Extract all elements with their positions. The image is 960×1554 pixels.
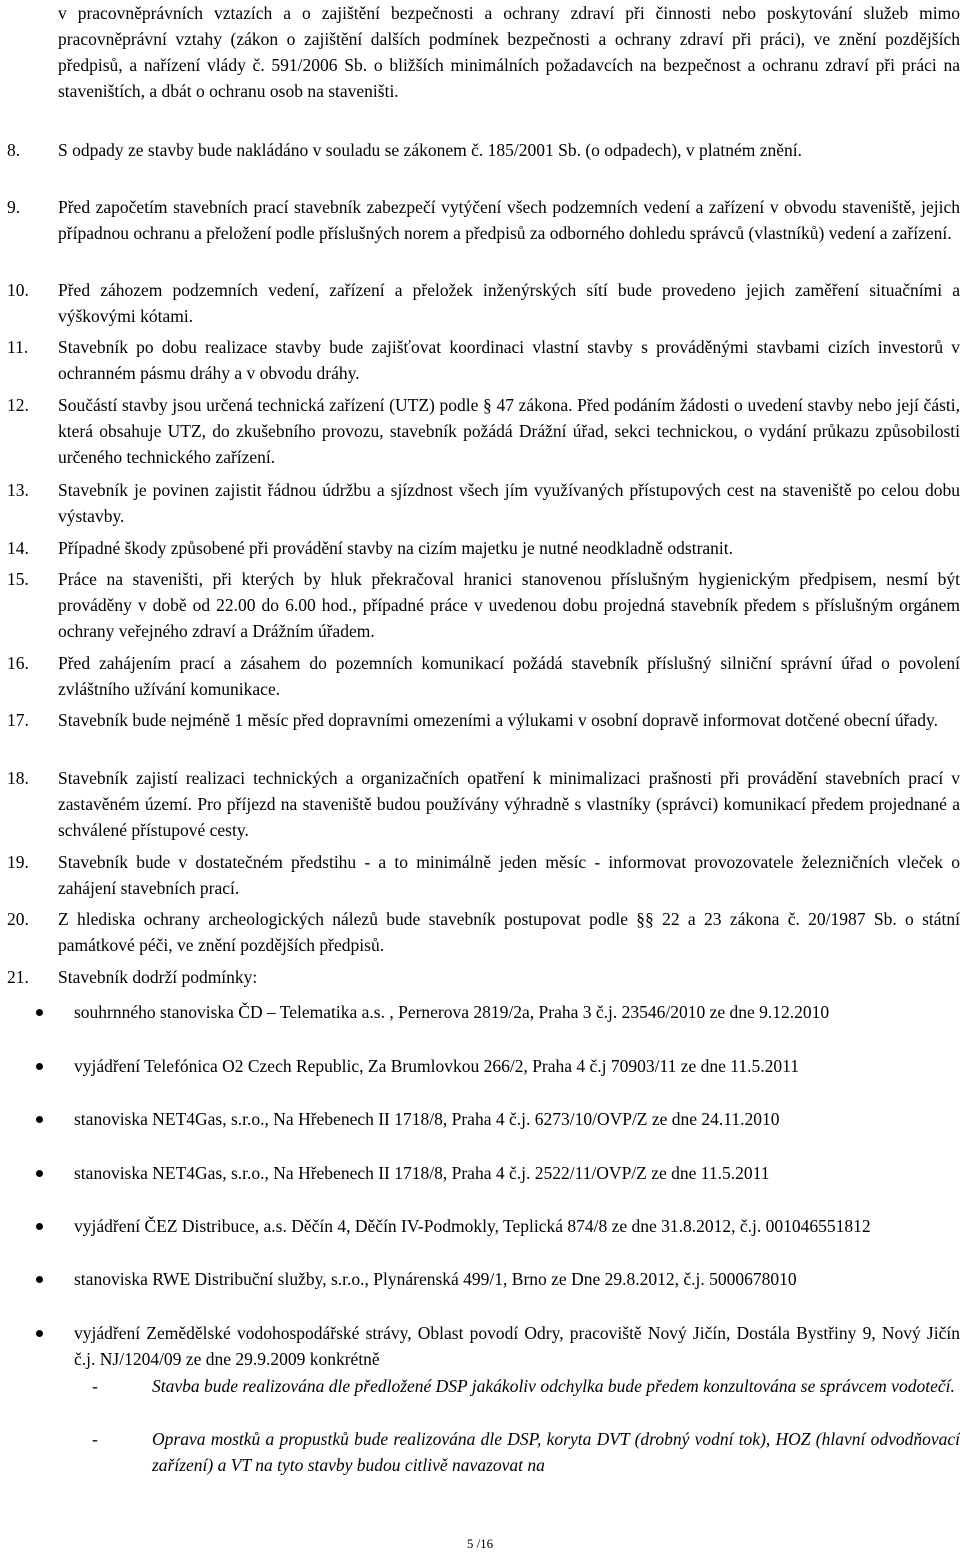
item-number: 9. <box>7 197 21 217</box>
item-number: 12. <box>7 395 29 415</box>
item-text: Práce na staveništi, při kterých by hluk překračoval hranici stanovenou příslušným hygienickým předpisem, nesmí být prováděny v době od 22.00 do 6.00 hod., případné práce v uvedenou dobu projedná stavebník předem s příslušným orgánem ochrany veřejného zdraví a Drážním úřadem. <box>58 569 960 641</box>
item-text: Stavebník zajistí realizaci technických a organizačních opatření k minimalizaci prašnosti při provádění stavebních prací v zastavěném území. Pro příjezd na staveniště budou používány výhradně s vlastníky (správci) komunikací předem projednané a schválené přístupové cesty. <box>58 768 960 840</box>
item-number: 10. <box>7 280 29 300</box>
item-number: 14. <box>7 538 29 558</box>
bullet-text: stanoviska RWE Distribuční služby, s.r.o., Plynárenská 499/1, Brno ze Dne 29.8.2012, č.j. 5000678010 <box>74 1269 797 1289</box>
item-text: Stavebník dodrží podmínky: <box>58 967 258 987</box>
bullet-text: souhrnného stanoviska ČD – Telematika a.s. , Pernerova 2819/2a, Praha 3 č.j. 23546/2010 ze dne 9.12.2010 <box>74 1002 830 1022</box>
bullet-text: stanoviska NET4Gas, s.r.o., Na Hřebenech II 1718/8, Praha 4 č.j. 6273/10/OVP/Z ze dne 24.11.2010 <box>74 1109 780 1129</box>
item-text: Před započetím stavebních prací stavebník zabezpečí vytýčení všech podzemních vedení a zařízení v obvodu staveniště, jejich případnou ochranu a přeložení podle příslušných norem a předpisů za odborného dohledu správců (vlastníků) vedení a zařízení. <box>58 197 960 243</box>
item-text: Stavebník bude v dostatečném předstihu - a to minimálně jeden měsíc - informovat provozovatele železničních vleček o zahájení stavebních prací. <box>58 852 960 898</box>
item-text: Před záhozem podzemních vedení, zařízení a přeložek inženýrských sítí bude provedeno jejich zaměření situačními a výškovými kótami. <box>58 280 960 326</box>
bullet-text: stanoviska NET4Gas, s.r.o., Na Hřebenech II 1718/8, Praha 4 č.j. 2522/11/OVP/Z ze dne 11.5.2011 <box>74 1163 770 1183</box>
item-text: S odpady ze stavby bude nakládáno v souladu se zákonem č. 185/2001 Sb. (o odpadech), v platném znění. <box>58 140 803 160</box>
page-number: 5 /16 <box>466 1536 494 1551</box>
bullet-icon <box>36 1223 43 1230</box>
item-text: Případné škody způsobené při provádění stavby na cizím majetku je nutné neodkladně odstranit. <box>58 538 734 558</box>
item-text: Před zahájením prací a zásahem do pozemních komunikací požádá stavebník příslušný silniční správní úřad o povolení zvláštního užívání komunikace. <box>58 653 960 699</box>
item-text: Stavebník bude nejméně 1 měsíc před dopravními omezeními a výlukami v osobní dopravě informovat dotčené obecní úřady. <box>58 710 938 730</box>
bullet-text: vyjádření Telefónica O2 Czech Republic, Za Brumlovkou 266/2, Praha 4 č.j 70903/11 ze dne 11.5.2011 <box>74 1056 800 1076</box>
item-number: 21. <box>7 967 29 987</box>
dash-text: Oprava mostků a propustků bude realizována dle DSP, koryta DVT (drobný vodní tok), HOZ (hlavní odvodňovací zařízení) a VT na tyto stavby budou citlivě navazovat na <box>152 1429 960 1475</box>
intro-paragraph: v pracovněprávních vztazích a o zajištění bezpečnosti a ochrany zdraví při činnosti nebo poskytování služeb mimo pracovněprávní vztahy (zákon o zajištění dalších podmínek bezpečnosti a ochrany zdraví při práci), ve znění pozdějších předpisů, a nařízení vlády č. 591/2006 Sb. o bližších minimálních požadavcích na bezpečnost a ochranu zdraví při práci na staveništích, a dbát o ochranu osob na staveništi. <box>58 3 960 101</box>
item-text: Z hlediska ochrany archeologických nálezů bude stavebník postupovat podle §§ 22 a 23 zákona č. 20/1987 Sb. o státní památkové péči, ve znění pozdějších předpisů. <box>58 909 960 955</box>
item-text: Stavebník je povinen zajistit řádnou údržbu a sjízdnost všech jím využívaných přístupových cest na staveniště po celou dobu výstavby. <box>58 480 960 526</box>
item-number: 8. <box>7 140 21 160</box>
bullet-icon <box>36 1116 43 1123</box>
item-number: 20. <box>7 909 29 929</box>
item-number: 11. <box>7 337 29 357</box>
item-number: 17. <box>7 710 29 730</box>
bullet-text: vyjádření ČEZ Distribuce, a.s. Děčín 4, Děčín IV-Podmokly, Teplická 874/8 ze dne 31.8.2012, č.j. 001046551812 <box>74 1216 871 1236</box>
bullet-text: vyjádření Zemědělské vodohospodářské strávy, Oblast povodí Odry, pracoviště Nový Jičín, Dostála Bystřiny 9, Nový Jičín č.j. NJ/1204/09 ze dne 29.9.2009 konkrétně <box>74 1323 960 1369</box>
bullet-icon <box>36 1170 43 1177</box>
item-text: Stavebník po dobu realizace stavby bude zajišťovat koordinaci vlastní stavby s prováděnými stavbami cizích investorů v ochranném pásmu dráhy a v obvodu dráhy. <box>58 337 960 383</box>
bullet-icon <box>36 1063 43 1070</box>
dash-mark: - <box>92 1429 98 1449</box>
bullet-icon <box>36 1330 43 1337</box>
item-number: 18. <box>7 768 29 788</box>
item-text: Součástí stavby jsou určená technická zařízení (UTZ) podle § 47 zákona. Před podáním žádosti o uvedení stavby nebo její části, která obsahuje UTZ, do zkušebního provozu, stavebník požádá Drážní úřad, sekci technickou, o vydání průkazu způsobilosti určeného technického zařízení. <box>58 395 960 467</box>
bullet-icon <box>36 1276 43 1283</box>
item-number: 15. <box>7 569 29 589</box>
dash-mark: - <box>92 1376 98 1396</box>
item-number: 16. <box>7 653 29 673</box>
bullet-icon <box>36 1009 43 1016</box>
item-number: 13. <box>7 480 29 500</box>
dash-text: Stavba bude realizována dle předložené DSP jakákoliv odchylka bude předem konzultována se správcem vodotečí. <box>152 1376 955 1396</box>
item-number: 19. <box>7 852 29 872</box>
